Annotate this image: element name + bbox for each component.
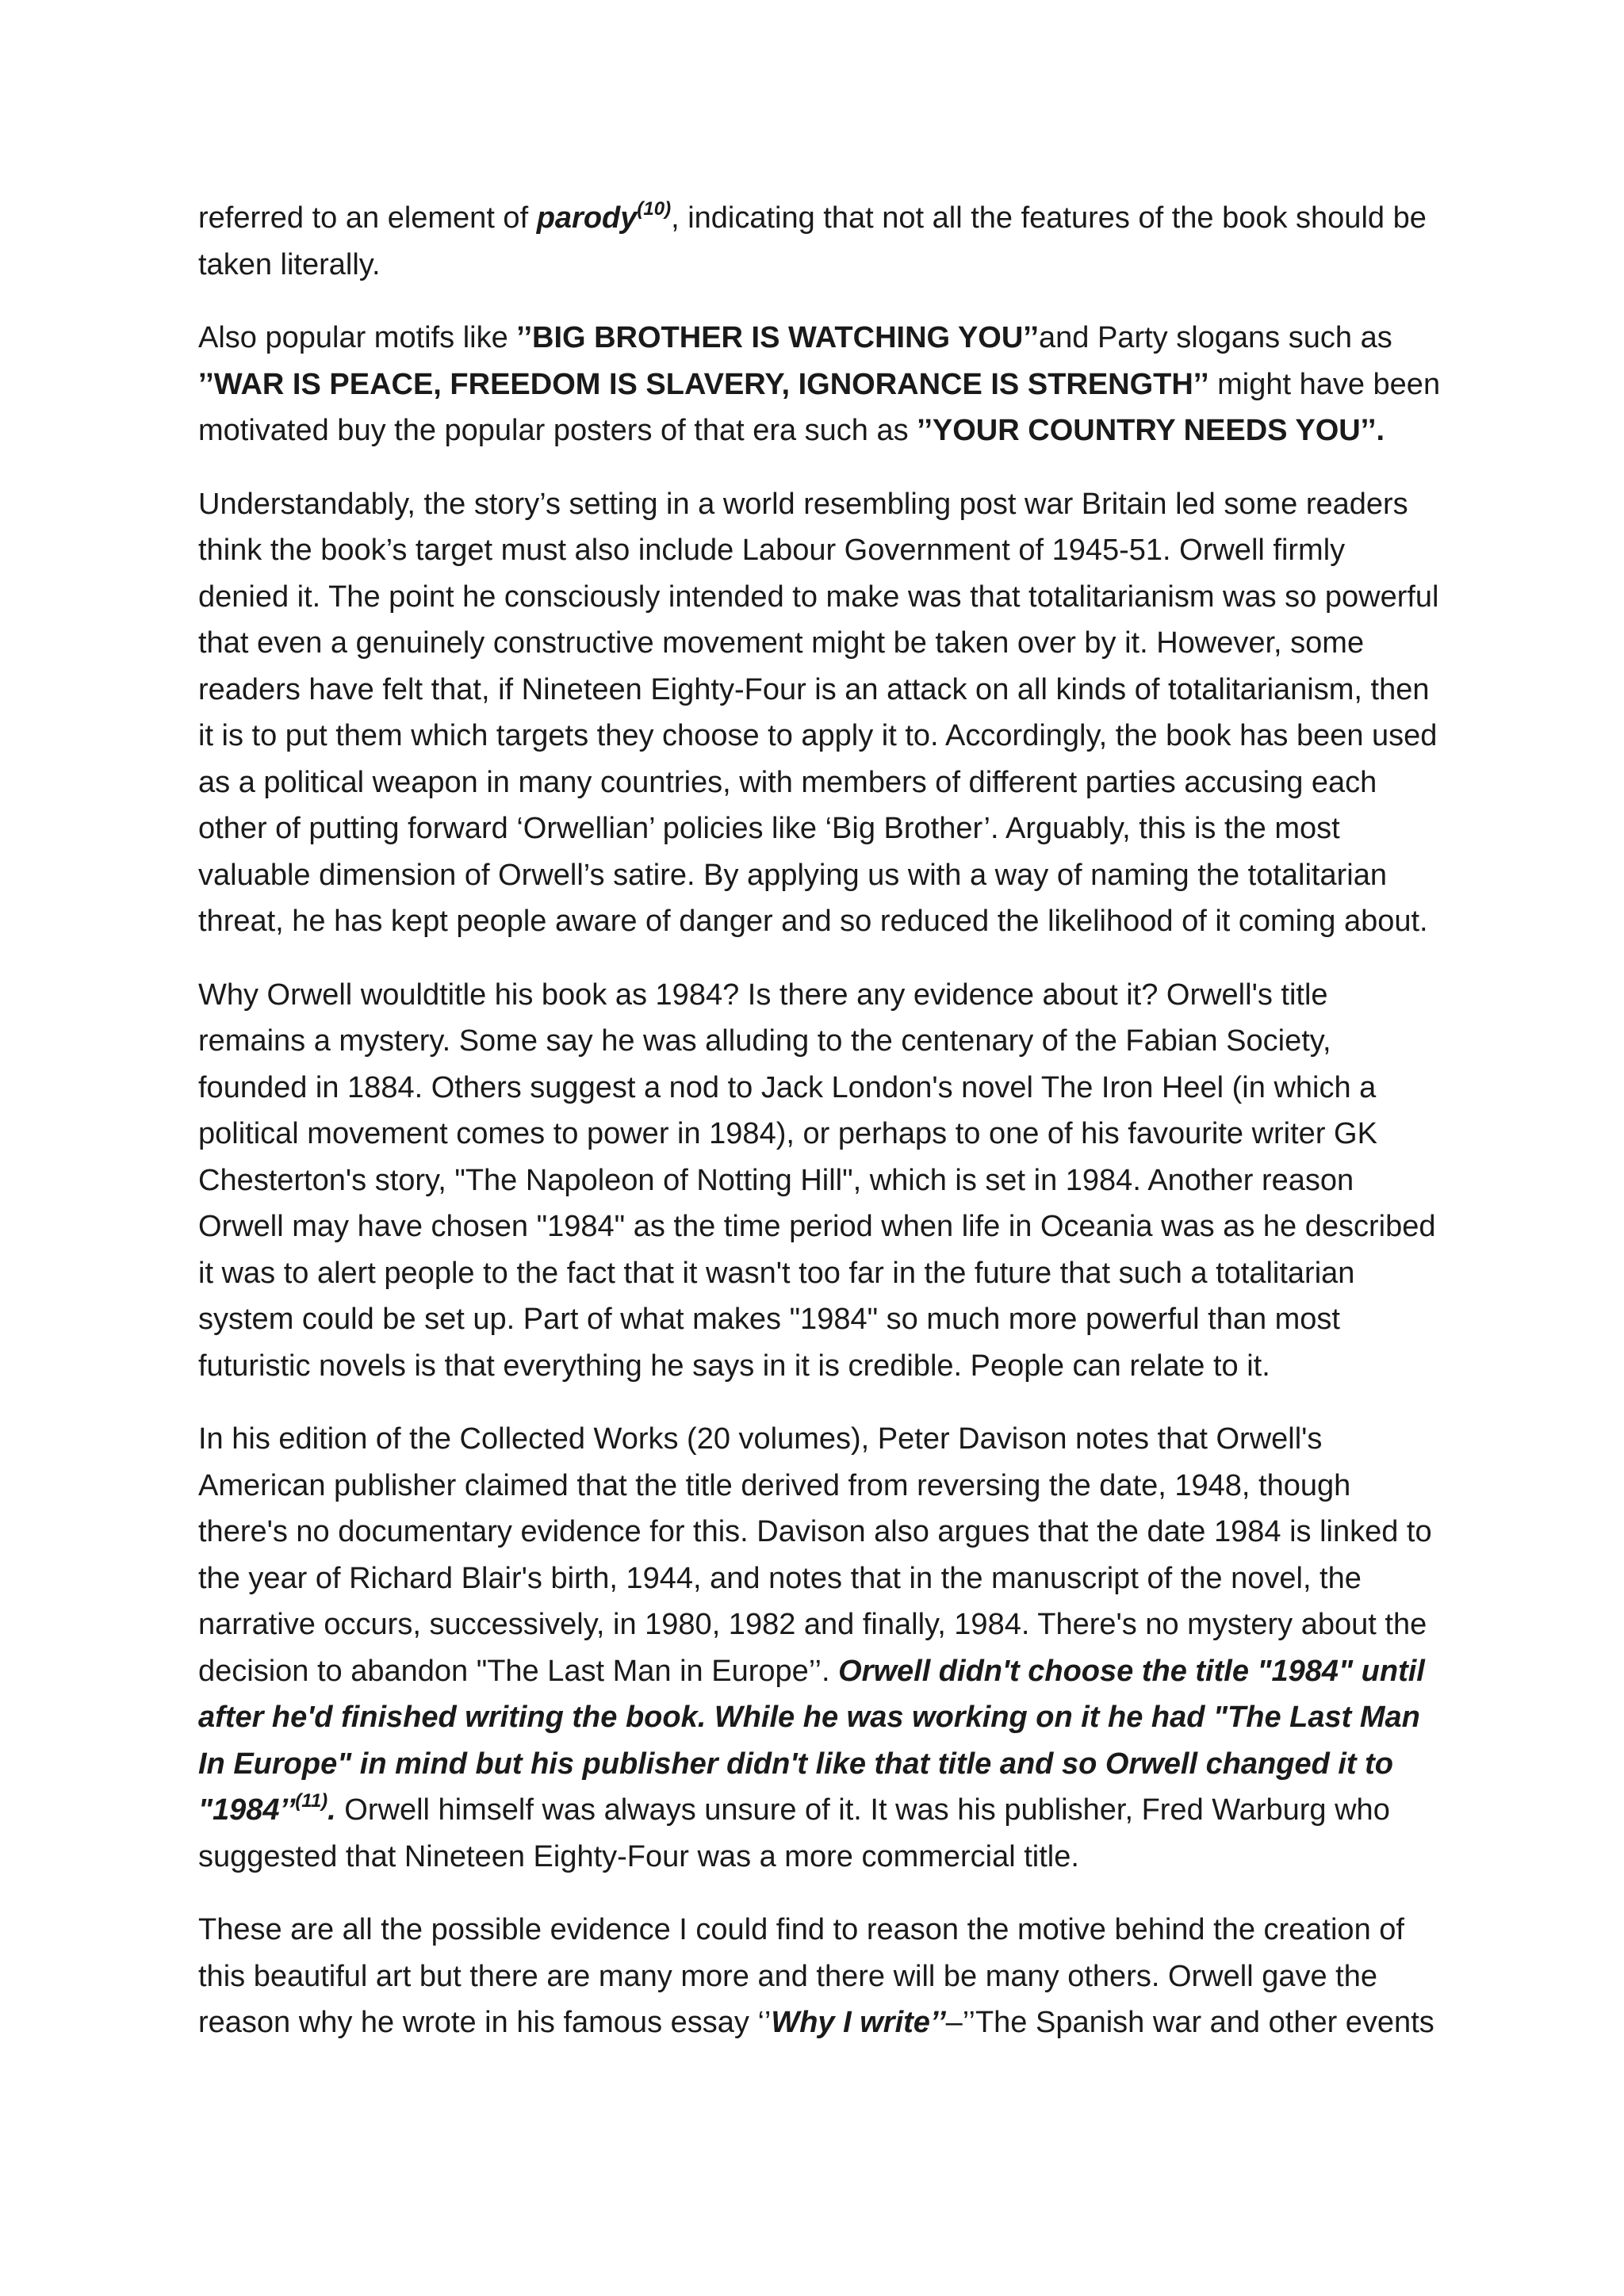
emphasis-period: . [327,1793,336,1827]
emphasis-parody: parody [536,201,638,235]
essay-title-why-i-write: Why I write’’ [771,2006,946,2039]
paragraph-davison [198,1416,1443,1880]
text-run: , indicating that not all the features of the book should be taken literally. [198,201,1427,281]
slogan-big-brother: ’’BIG BROTHER IS WATCHING YOU’’ [516,321,1039,354]
paragraph-evidence [198,1907,1443,2046]
slogan-party: ’’WAR IS PEACE, FREEDOM IS SLAVERY, IGNORANCE IS STRENGTH’’ [198,367,1209,401]
text-run: Also popular motifs like [198,321,517,354]
text-run: might have been motivated buy the popular posters of that era such as [198,367,1441,447]
slogan-country-needs-you: ’’YOUR COUNTRY NEEDS YOU’’. [917,414,1385,447]
paragraph-parody [198,195,1443,288]
footnote-ref-10: (10) [637,198,672,220]
paragraph-totalitarianism: Understandably, the story’s setting in a world resembling post war Britain led some readers think the book’s target must also include Labour Government of 1945-51. Orwell firmly denied it. The point he consciously intended to make was that totalitarianism was so powerful that even a genuinely constructive movement might be taken over by it. However, some readers have felt that, if Nineteen Eighty-Four is an attack on all kinds of totalitarianism, then it is to put them which targets they choose to apply it to. Accordingly, the book has been used as a political weapon in many countries, with members of different parties accusing each other of putting forward ‘Orwellian’ policies like ‘Big Brother’. Arguably, this is the most valuable dimension of Orwell’s satire. By applying us with a way of naming the totalitarian threat, he has kept people aware of danger and so reduced the likelihood of it coming about. [198,487,1439,938]
paragraph-slogans [198,315,1443,454]
text-run: referred to an element of [198,201,537,235]
emphasis-title-choice: Orwell didn't choose the title "1984" until after he'd finished writing the book. While he was working on it he had "The Last Man In Europe" in mind but his publisher didn't like that title and so Orwell changed it to "1984’’ [198,1654,1425,1827]
text-run: and Party slogans such as [1039,321,1392,354]
footnote-ref-11: (11) [295,1790,328,1812]
paragraph-title-1984: Why Orwell wouldtitle his book as 1984? Is there any evidence about it? Orwell's title remains a mystery. Some say he was alluding to the centenary of the Fabian Society, founded in 1884. Others suggest a nod to Jack London's novel The Iron Heel (in which a political movement comes to power in 1984), or perhaps to one of his favourite writer GK Chesterton's story, "The Napoleon of Notting Hill", which is set in 1984. Another reason Orwell may have chosen "1984" as the time period when life in Oceania was as he described it was to alert people to the fact that it wasn't too far in the future that such a totalitarian system could be set up. Part of what makes "1984" so much more powerful than most futuristic novels is that everything he says in it is credible. People can relate to it. [198,978,1436,1383]
text-run: These are all the possible evidence I could find to reason the motive behind the creation of this beautiful art but there are many more and there will be many others. Orwell gave the reason why he wrote in his famous essay ‘’ [198,1913,1404,2039]
text-run: –’’The Spanish war and other events [945,2006,1434,2039]
document-page [198,195,1443,2073]
text-run: In his edition of the Collected Works (20 volumes), Peter Davison notes that Orwell's American publisher claimed that the title derived from reversing the date, 1948, though there's no documentary evidence for this. Davison also argues that the date 1984 is linked to the year of Richard Blair's birth, 1944, and notes that in the manuscript of the novel, the narrative occurs, successively, in 1980, 1982 and finally, 1984. There's no mystery about the decision to abandon "The Last Man in Europe’’. [198,1422,1432,1688]
text-run: Orwell himself was always unsure of it. It was his publisher, Fred Warburg who suggested that Nineteen Eighty-Four was a more commercial title. [198,1793,1390,1873]
